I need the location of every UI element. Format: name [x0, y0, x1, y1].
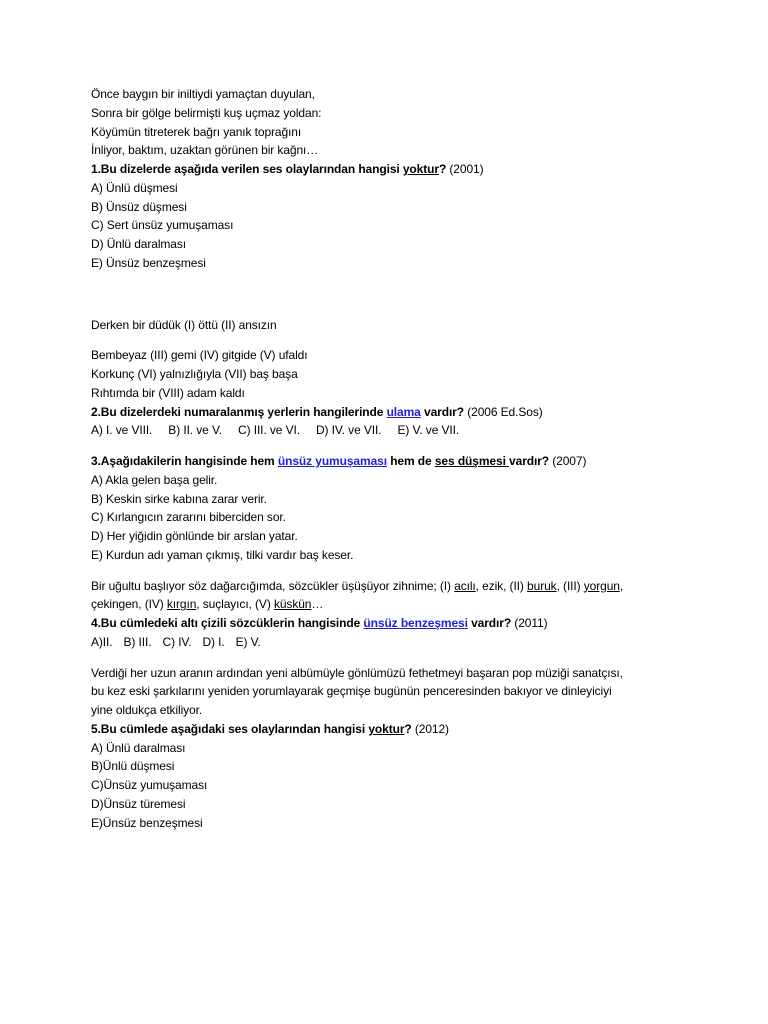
question-2-end: vardır? — [420, 404, 464, 419]
poem-2-line: Derken bir düdük (I) öttü (II) ansızın — [91, 317, 277, 332]
poem-1-line: İnliyor, baktım, uzaktan görünen bir kağnı… — [91, 143, 319, 158]
passage-4-text: , suçlayıcı, (V) — [196, 597, 274, 612]
question-2-option-d: D) IV. ve VII. — [315, 423, 382, 438]
question-4-stem: 4.Bu cümledeki altı çizili sözcüklerin hangisinde — [91, 616, 364, 630]
passage-5-line: bu kez eski şarkılarını yeniden yorumlayarak geçmişe bugünün penceresinden bakıyor ve dinleyiciyi — [91, 684, 612, 699]
question-4-keyword: ünsüz benzeşmesi — [363, 616, 468, 630]
question-3-end: vardır? — [509, 454, 550, 468]
passage-4-text: Bir uğultu başlıyor söz dağarcığımda, sözcükler üşüşüyor zihnime; (I) — [91, 578, 455, 593]
question-5-option-c: C)Ünsüz yumuşaması — [91, 778, 208, 792]
underlined-word: yorgun — [583, 578, 620, 593]
poem-2-line: Korkunç (VI) yalnızlığıyla (VII) baş başa — [91, 367, 298, 381]
question-2 — [91, 403, 623, 422]
question-2-keyword: ulama — [386, 404, 421, 419]
underlined-word: küskün — [273, 597, 312, 612]
poem-1-line: Önce baygın bir iniltiydi yamaçtan duyulan, — [91, 87, 315, 101]
question-3 — [91, 452, 623, 471]
question-5-stem: 5.Bu cümlede aşağıdaki ses olaylarından hangisi — [91, 721, 369, 736]
question-1-option-a: A) Ünlü düşmesi — [91, 180, 178, 195]
question-4-options — [91, 633, 623, 652]
question-5-keyword: yoktur — [368, 721, 405, 736]
underlined-word: kırgın — [166, 597, 197, 612]
question-4-option-d: D) I. — [202, 634, 225, 649]
poem-1-line: Sonra bir gölge belirmişti kuş uçmaz yoldan: — [91, 105, 322, 120]
passage-4-text: çekingen, (IV) — [91, 597, 167, 612]
passage-4-text: , ezik, (II) — [475, 578, 528, 593]
question-3-middle: hem de — [386, 454, 435, 468]
question-1-keyword: yoktur — [402, 162, 439, 176]
question-1-option-b: B) Ünsüz düşmesi — [91, 199, 187, 214]
poem-2-line: Rıhtımda bir (VIII) adam kaldı — [91, 385, 245, 400]
question-3-keyword-2: ses düşmesi — [434, 454, 510, 468]
question-4-end: vardır? — [467, 616, 512, 630]
question-2-stem: 2.Bu dizelerdeki numaralanmış yerlerin hangilerinde — [91, 404, 387, 419]
question-3-keyword-1: ünsüz yumuşaması — [277, 454, 387, 468]
passage-4-line — [91, 577, 623, 596]
poem-1-line: Köyümün titreterek bağrı yanık toprağını — [91, 124, 302, 139]
passage-4-line — [91, 595, 623, 614]
question-4-source: (2011) — [511, 616, 548, 630]
question-2-option-b: B) II. ve V. — [168, 423, 223, 438]
exam-document — [91, 85, 623, 832]
question-1-end: ? — [438, 162, 447, 176]
question-5-option-e: E)Ünsüz benzeşmesi — [91, 815, 203, 830]
question-2-source: (2006 Ed.Sos) — [463, 404, 543, 419]
question-3-option-c: C) Kırlangıcın zararını biberciden sor. — [91, 510, 286, 525]
passage-4-text: … — [311, 597, 324, 612]
question-2-option-a: A) I. ve VIII. — [91, 423, 153, 438]
question-2-options — [91, 421, 623, 440]
passage-5-line: Verdiği her uzun aranın ardından yeni albümüyle gönlümüzü fethetmeyi başaran pop müziği sanatçısı, — [91, 665, 623, 680]
question-3-option-a: A) Akla gelen başa gelir. — [91, 472, 218, 487]
question-5-end: ? — [404, 721, 412, 736]
question-1-source: (2001) — [446, 162, 484, 176]
question-2-option-e: E) V. ve VII. — [397, 423, 460, 438]
underlined-word: buruk — [527, 578, 557, 593]
question-1-option-d: D) Ünlü daralması — [91, 237, 186, 251]
question-1 — [91, 160, 623, 179]
passage-4-text: , — [619, 578, 624, 593]
question-4-option-b: B) III. — [123, 634, 152, 649]
question-5-option-a: A) Ünlü daralması — [91, 740, 186, 755]
poem-2-line: Bembeyaz (III) gemi (IV) gitgide (V) ufaldı — [91, 348, 308, 363]
passage-5-line: yine oldukça etkiliyor. — [91, 703, 203, 717]
question-5 — [91, 720, 623, 739]
question-2-option-c: C) III. ve VI. — [238, 423, 300, 438]
question-3-option-b: B) Keskin sirke kabına zarar verir. — [91, 491, 267, 506]
question-1-stem: 1.Bu dizelerde aşağıda verilen ses olaylarından hangisi — [91, 162, 403, 176]
question-1-option-c: C) Sert ünsüz yumuşaması — [91, 218, 234, 233]
question-3-option-d: D) Her yiğidin gönlünde bir arslan yatar. — [91, 529, 298, 543]
underlined-word: acılı — [454, 578, 476, 593]
question-4-option-e: E) V. — [235, 634, 261, 649]
question-3-source: (2007) — [549, 454, 587, 468]
question-3-option-e: E) Kurdun adı yaman çıkmış, tilki vardır baş keser. — [91, 547, 354, 562]
question-4-option-a: A)II. — [91, 634, 113, 649]
question-3-stem: 3.Aşağıdakilerin hangisinde hem — [91, 454, 278, 468]
question-1-option-e: E) Ünsüz benzeşmesi — [91, 255, 206, 270]
question-4-option-c: C) IV. — [162, 634, 192, 649]
question-4 — [91, 614, 623, 633]
question-5-option-d: D)Ünsüz türemesi — [91, 796, 186, 811]
question-5-option-b: B)Ünlü düşmesi — [91, 759, 175, 774]
question-5-source: (2012) — [411, 721, 449, 736]
passage-4-text: , (III) — [556, 578, 584, 593]
